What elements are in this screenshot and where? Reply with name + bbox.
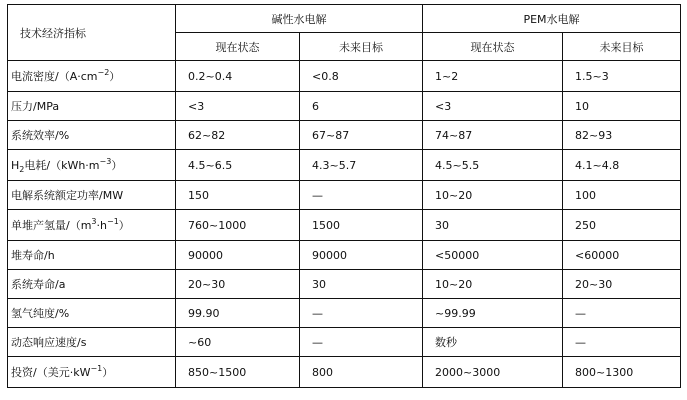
metric-label: 电流密度$/(A\cdot cm^{-2})$ <box>8 61 176 92</box>
corner-header: 技术经济指标 <box>8 5 176 61</box>
value-cell: <60000 <box>563 241 681 270</box>
value-cell: 10~20 <box>423 181 563 210</box>
value-cell: <50000 <box>423 241 563 270</box>
metric-label: 投资/（美元$\cdot kW^{-1}$） <box>8 357 176 388</box>
value-cell: <3 <box>423 92 563 121</box>
electrolysis-comparison-table <box>7 4 681 388</box>
table-row <box>8 270 681 299</box>
value-cell: 800~1300 <box>563 357 681 388</box>
value-cell: 74~87 <box>423 121 563 150</box>
value-cell: <3 <box>176 92 300 121</box>
value-cell: 800 <box>300 357 423 388</box>
value-cell: 250 <box>563 210 681 241</box>
value-cell: 数秒 <box>423 328 563 357</box>
metric-label: 单堆产氢量$/(m^3\cdot h^{-1})$ <box>8 210 176 241</box>
value-cell: 30 <box>300 270 423 299</box>
metric-label: 氢气纯度/% <box>8 299 176 328</box>
value-cell: ~99.99 <box>423 299 563 328</box>
value-cell: — <box>300 181 423 210</box>
metric-label: 动态响应速度/s <box>8 328 176 357</box>
value-cell: 100 <box>563 181 681 210</box>
table-row <box>8 92 681 121</box>
table-row <box>8 150 681 181</box>
value-cell: 10~20 <box>423 270 563 299</box>
table-row <box>8 357 681 388</box>
value-cell: 1500 <box>300 210 423 241</box>
value-cell: 1.5~3 <box>563 61 681 92</box>
value-cell: 30 <box>423 210 563 241</box>
value-cell: 20~30 <box>176 270 300 299</box>
metric-label: $H_2$电耗$/(kWh\cdot m^{-3})$ <box>8 150 176 181</box>
value-cell: 10 <box>563 92 681 121</box>
value-cell: 67~87 <box>300 121 423 150</box>
table-row <box>8 181 681 210</box>
table-row <box>8 299 681 328</box>
value-cell: — <box>300 328 423 357</box>
value-cell: 1~2 <box>423 61 563 92</box>
comparison-table-container <box>7 4 681 388</box>
subheader-pem-current: 现在状态 <box>423 33 563 61</box>
value-cell: 62~82 <box>176 121 300 150</box>
table-row <box>8 61 681 92</box>
value-cell: ~60 <box>176 328 300 357</box>
value-cell: 760~1000 <box>176 210 300 241</box>
value-cell: 4.5~6.5 <box>176 150 300 181</box>
metric-label: 系统寿命/a <box>8 270 176 299</box>
metric-label: 系统效率/% <box>8 121 176 150</box>
value-cell: 4.5~5.5 <box>423 150 563 181</box>
subheader-alkaline-current: 现在状态 <box>176 33 300 61</box>
value-cell: 0.2~0.4 <box>176 61 300 92</box>
value-cell: 4.3~5.7 <box>300 150 423 181</box>
group-header-alkaline: 碱性水电解 <box>176 5 423 33</box>
metric-label: 堆寿命/h <box>8 241 176 270</box>
table-row <box>8 210 681 241</box>
table-row <box>8 121 681 150</box>
header-row-groups <box>8 5 681 33</box>
value-cell: <0.8 <box>300 61 423 92</box>
value-cell: — <box>300 299 423 328</box>
subheader-pem-target: 未来目标 <box>563 33 681 61</box>
value-cell: 90000 <box>176 241 300 270</box>
group-header-pem: PEM水电解 <box>423 5 681 33</box>
metric-label: 压力/MPa <box>8 92 176 121</box>
value-cell: 20~30 <box>563 270 681 299</box>
table-row <box>8 241 681 270</box>
metric-label: 电解系统额定功率/MW <box>8 181 176 210</box>
value-cell: — <box>563 299 681 328</box>
table-row <box>8 328 681 357</box>
value-cell: 99.90 <box>176 299 300 328</box>
value-cell: 6 <box>300 92 423 121</box>
subheader-alkaline-target: 未来目标 <box>300 33 423 61</box>
value-cell: 82~93 <box>563 121 681 150</box>
value-cell: — <box>563 328 681 357</box>
value-cell: 90000 <box>300 241 423 270</box>
value-cell: 4.1~4.8 <box>563 150 681 181</box>
value-cell: 150 <box>176 181 300 210</box>
value-cell: 2000~3000 <box>423 357 563 388</box>
value-cell: 850~1500 <box>176 357 300 388</box>
